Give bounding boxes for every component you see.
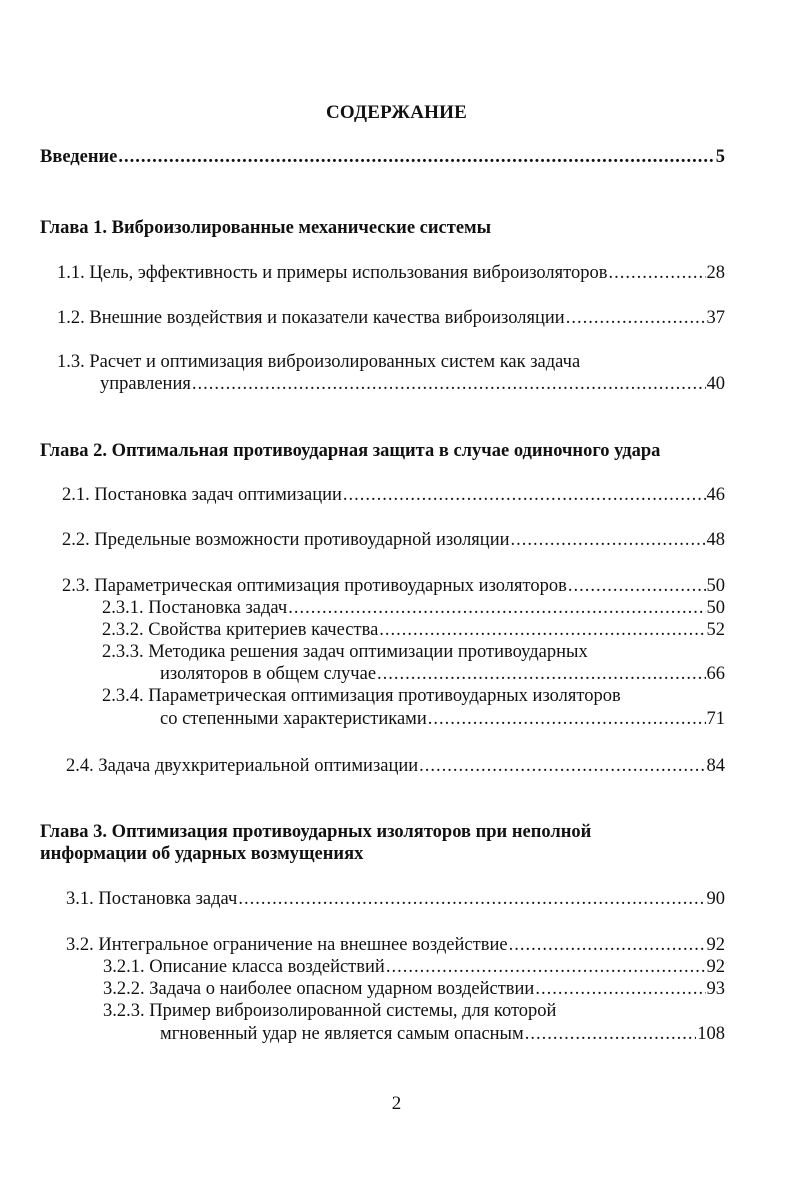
- entry-label: 2.2. Предельные возможности противоударной изоляции: [62, 530, 510, 550]
- leader-dots: [509, 935, 706, 956]
- toc-entry-2-2[interactable]: [62, 530, 725, 551]
- entry-page: 84: [706, 756, 725, 776]
- toc-entry-2-4[interactable]: [66, 756, 725, 777]
- toc-entry-3-2-1[interactable]: [103, 957, 725, 978]
- leader-dots: [288, 598, 705, 619]
- chapter-1-heading: Глава 1. Виброизолированные механические системы: [40, 218, 492, 238]
- entry-page: 50: [706, 598, 725, 618]
- entry-page: 108: [697, 1024, 725, 1044]
- entry-page: 66: [706, 664, 725, 684]
- entry-page: 48: [706, 530, 725, 550]
- chapter-3-heading-line1: Глава 3. Оптимизация противоударных изоляторов при неполной: [40, 822, 592, 842]
- entry-page: 90: [706, 889, 725, 909]
- toc-entry-2-3[interactable]: [62, 576, 725, 597]
- entry-label: изоляторов в общем случае: [160, 664, 377, 684]
- leader-dots: [343, 485, 706, 506]
- entry-page: 5: [715, 147, 725, 167]
- leader-dots: [566, 308, 706, 329]
- chapter-3-heading-line2: информации об ударных возмущениях: [40, 844, 364, 864]
- entry-page: 92: [706, 957, 725, 977]
- entry-label: 2.3.2. Свойства критериев качества: [102, 620, 379, 640]
- toc-entry-2-3-1[interactable]: [102, 598, 725, 619]
- entry-page: 50: [706, 576, 725, 596]
- toc-entry-1-2[interactable]: [57, 308, 725, 329]
- toc-entry-2-3-4[interactable]: [160, 709, 725, 730]
- leader-dots: [118, 147, 714, 168]
- entry-page: 71: [706, 709, 725, 729]
- entry-label: 2.3. Параметрическая оптимизация противоударных изоляторов: [62, 576, 567, 596]
- entry-label: Введение: [40, 147, 118, 167]
- entry-page: 93: [706, 979, 725, 999]
- leader-dots: [419, 756, 705, 777]
- entry-label: 2.4. Задача двухкритериальной оптимизации: [66, 756, 419, 776]
- leader-dots: [379, 620, 705, 641]
- toc-entry-1-3-line1[interactable]: 1.3. Расчет и оптимизация виброизолированных систем как задача: [57, 352, 581, 372]
- entry-label: 3.2.2. Задача о наиболее опасном ударном воздействии: [103, 979, 535, 999]
- chapter-2-heading: Глава 2. Оптимальная противоударная защита в случае одиночного удара: [40, 441, 661, 461]
- entry-page: 40: [706, 374, 725, 394]
- entry-label: 3.2. Интегральное ограничение на внешнее воздействие: [66, 935, 508, 955]
- entry-label: мгновенный удар не является самым опасным: [160, 1024, 524, 1044]
- entry-page: 28: [706, 263, 725, 283]
- entry-label: 2.3.1. Постановка задач: [102, 598, 288, 618]
- entry-page: 52: [706, 620, 725, 640]
- leader-dots: [428, 709, 706, 730]
- toc-entry-3-2-3-line1[interactable]: 3.2.3. Пример виброизолированной системы, для которой: [103, 1001, 557, 1021]
- entry-page: 92: [706, 935, 725, 955]
- leader-dots: [192, 374, 706, 395]
- entry-label: со степенными характеристиками: [160, 709, 427, 729]
- toc-entry-2-3-3[interactable]: [160, 664, 725, 685]
- toc-entry-1-1[interactable]: [57, 263, 725, 284]
- entry-label: 2.1. Постановка задач оптимизации: [62, 485, 342, 505]
- toc-entry-3-1[interactable]: [66, 889, 725, 910]
- entry-page: 37: [706, 308, 725, 328]
- leader-dots: [535, 979, 705, 1000]
- entry-page: 46: [706, 485, 725, 505]
- entry-label: 3.2.1. Описание класса воздействий: [103, 957, 385, 977]
- toc-entry-3-2-2[interactable]: [103, 979, 725, 1000]
- toc-entry-3-2-3[interactable]: [160, 1024, 725, 1045]
- leader-dots: [511, 530, 706, 551]
- entry-label: 3.1. Постановка задач: [66, 889, 238, 909]
- leader-dots: [609, 263, 706, 284]
- leader-dots: [386, 957, 706, 978]
- entry-label: 1.2. Внешние воздействия и показатели качества виброизоляции: [57, 308, 565, 328]
- toc-entry-1-3[interactable]: [100, 374, 725, 395]
- entry-label: управления: [100, 374, 191, 394]
- leader-dots: [568, 576, 706, 597]
- leader-dots: [377, 664, 705, 685]
- leader-dots: [238, 889, 705, 910]
- toc-entry-3-2[interactable]: [66, 935, 725, 956]
- toc-entry-2-1[interactable]: [62, 485, 725, 506]
- toc-entry-2-3-3-line1[interactable]: 2.3.3. Методика решения задач оптимизации противоударных: [102, 642, 588, 662]
- entry-label: 1.1. Цель, эффективность и примеры использования виброизоляторов: [57, 263, 608, 283]
- leader-dots: [525, 1024, 697, 1045]
- page-title: СОДЕРЖАНИЕ: [326, 102, 467, 123]
- toc-entry-2-3-4-line1[interactable]: 2.3.4. Параметрическая оптимизация противоударных изоляторов: [102, 686, 621, 706]
- toc-entry-intro[interactable]: [40, 147, 725, 168]
- page-number: 2: [391, 1093, 402, 1114]
- toc-entry-2-3-2[interactable]: [102, 620, 725, 641]
